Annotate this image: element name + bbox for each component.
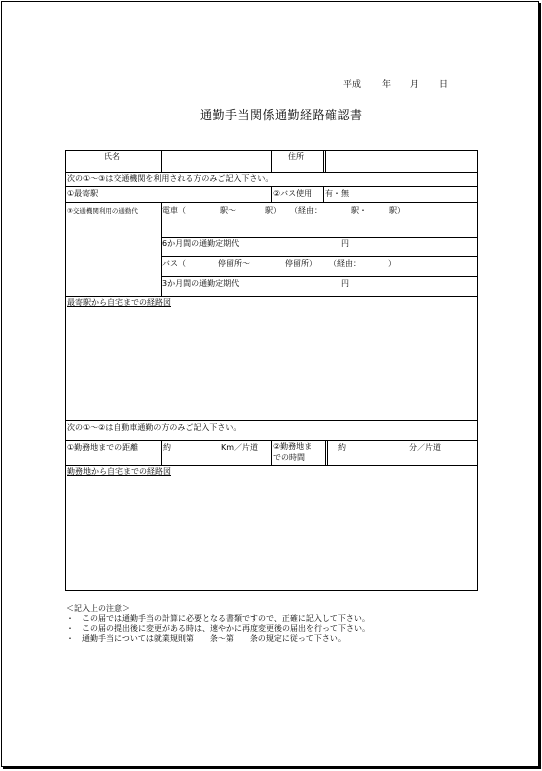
- time-unit: 分／片道: [409, 443, 441, 452]
- section2-instruction: 次の①～②は自動車通勤の方のみご記入下さい。: [67, 423, 242, 432]
- time-label-line1: ②勤務地ま: [273, 442, 313, 451]
- rule: [161, 276, 477, 277]
- rule: [323, 186, 324, 202]
- train-pass-label: 6か月間の通勤定期代: [162, 239, 240, 248]
- bus-pass-label: 3か月間の通勤定期代: [162, 279, 240, 288]
- name-label: 氏名: [104, 152, 120, 161]
- train-station-from: 駅～: [220, 206, 236, 215]
- rule: [66, 172, 477, 173]
- distance-about: 約: [163, 443, 171, 452]
- rule: [327, 440, 328, 465]
- bus-use-label: ②バス使用: [273, 189, 313, 198]
- rule: [66, 202, 477, 203]
- note-item: ・ 通勤手当については就業規則第 条～第 条の規定に従って下さい。: [66, 634, 346, 643]
- time-about: 約: [338, 443, 346, 452]
- rule: [161, 440, 162, 465]
- station-route-map-label: 最寄駅から自宅までの経路図: [67, 298, 171, 307]
- bus-via-close: ）: [388, 259, 396, 268]
- name-field[interactable]: [162, 152, 270, 171]
- rule: [161, 256, 477, 257]
- station-route-map-area[interactable]: [67, 309, 476, 419]
- rule: [161, 237, 477, 238]
- time-label-line2: での時間: [273, 453, 305, 462]
- note-item: ・ この届では通勤手当の計算に必要となる書類ですので、正確に記入して下さい。: [66, 614, 370, 623]
- workplace-route-map-area[interactable]: [67, 478, 476, 589]
- train-pass-unit: 円: [341, 239, 349, 248]
- distance-label: ①勤務地までの距離: [67, 443, 139, 452]
- train-station-to: 駅）: [265, 206, 281, 215]
- rule: [66, 420, 477, 421]
- train-via-station1: 駅・: [351, 206, 367, 215]
- nearest-station-field[interactable]: [162, 187, 270, 201]
- bus-stop-to: 停留所）: [285, 259, 317, 268]
- rule: [323, 151, 324, 172]
- train-via-station2: 駅）: [389, 206, 405, 215]
- notes-section: [66, 604, 370, 644]
- rule: [66, 465, 477, 466]
- bus-stop-from: 停留所～: [218, 259, 250, 268]
- note-item: ・ この届の提出後に変更がある時は、速やかに再度変更後の届出を行って下さい。: [66, 624, 370, 633]
- address-label: 住所: [288, 152, 304, 161]
- rule: [271, 151, 272, 172]
- form-table: [65, 150, 478, 591]
- section1-instruction: 次の①～③は交通機関を利用される方のみご記入下さい。: [67, 174, 274, 183]
- bus-via: （経由：: [329, 259, 361, 268]
- date-year: 年: [382, 80, 392, 90]
- date-month: 月: [410, 80, 420, 90]
- workplace-route-map-label: 勤務地から自宅までの経路図: [67, 467, 171, 476]
- rule: [325, 440, 326, 465]
- rule: [325, 151, 326, 172]
- bus-pass-unit: 円: [341, 279, 349, 288]
- rule: [271, 440, 272, 465]
- nearest-station-label: ①最寄駅: [67, 189, 99, 198]
- date-era: 平成: [343, 80, 362, 90]
- bus-prefix: バス（: [162, 259, 186, 268]
- transport-cost-label: ③交通機関利用の通勤代: [67, 207, 138, 215]
- distance-unit: Km／片道: [221, 443, 259, 452]
- address-field[interactable]: [327, 152, 476, 171]
- date-day: 日: [439, 80, 449, 90]
- bus-use-value[interactable]: 有・無: [325, 189, 349, 198]
- rule: [66, 296, 477, 297]
- train-via: （経由：: [290, 206, 322, 215]
- rule: [271, 186, 272, 202]
- notes-heading: ＜記入上の注意＞: [66, 604, 130, 613]
- document-title: 通勤手当関係通勤経路確認書: [200, 108, 363, 122]
- train-prefix: 電車（: [162, 206, 186, 215]
